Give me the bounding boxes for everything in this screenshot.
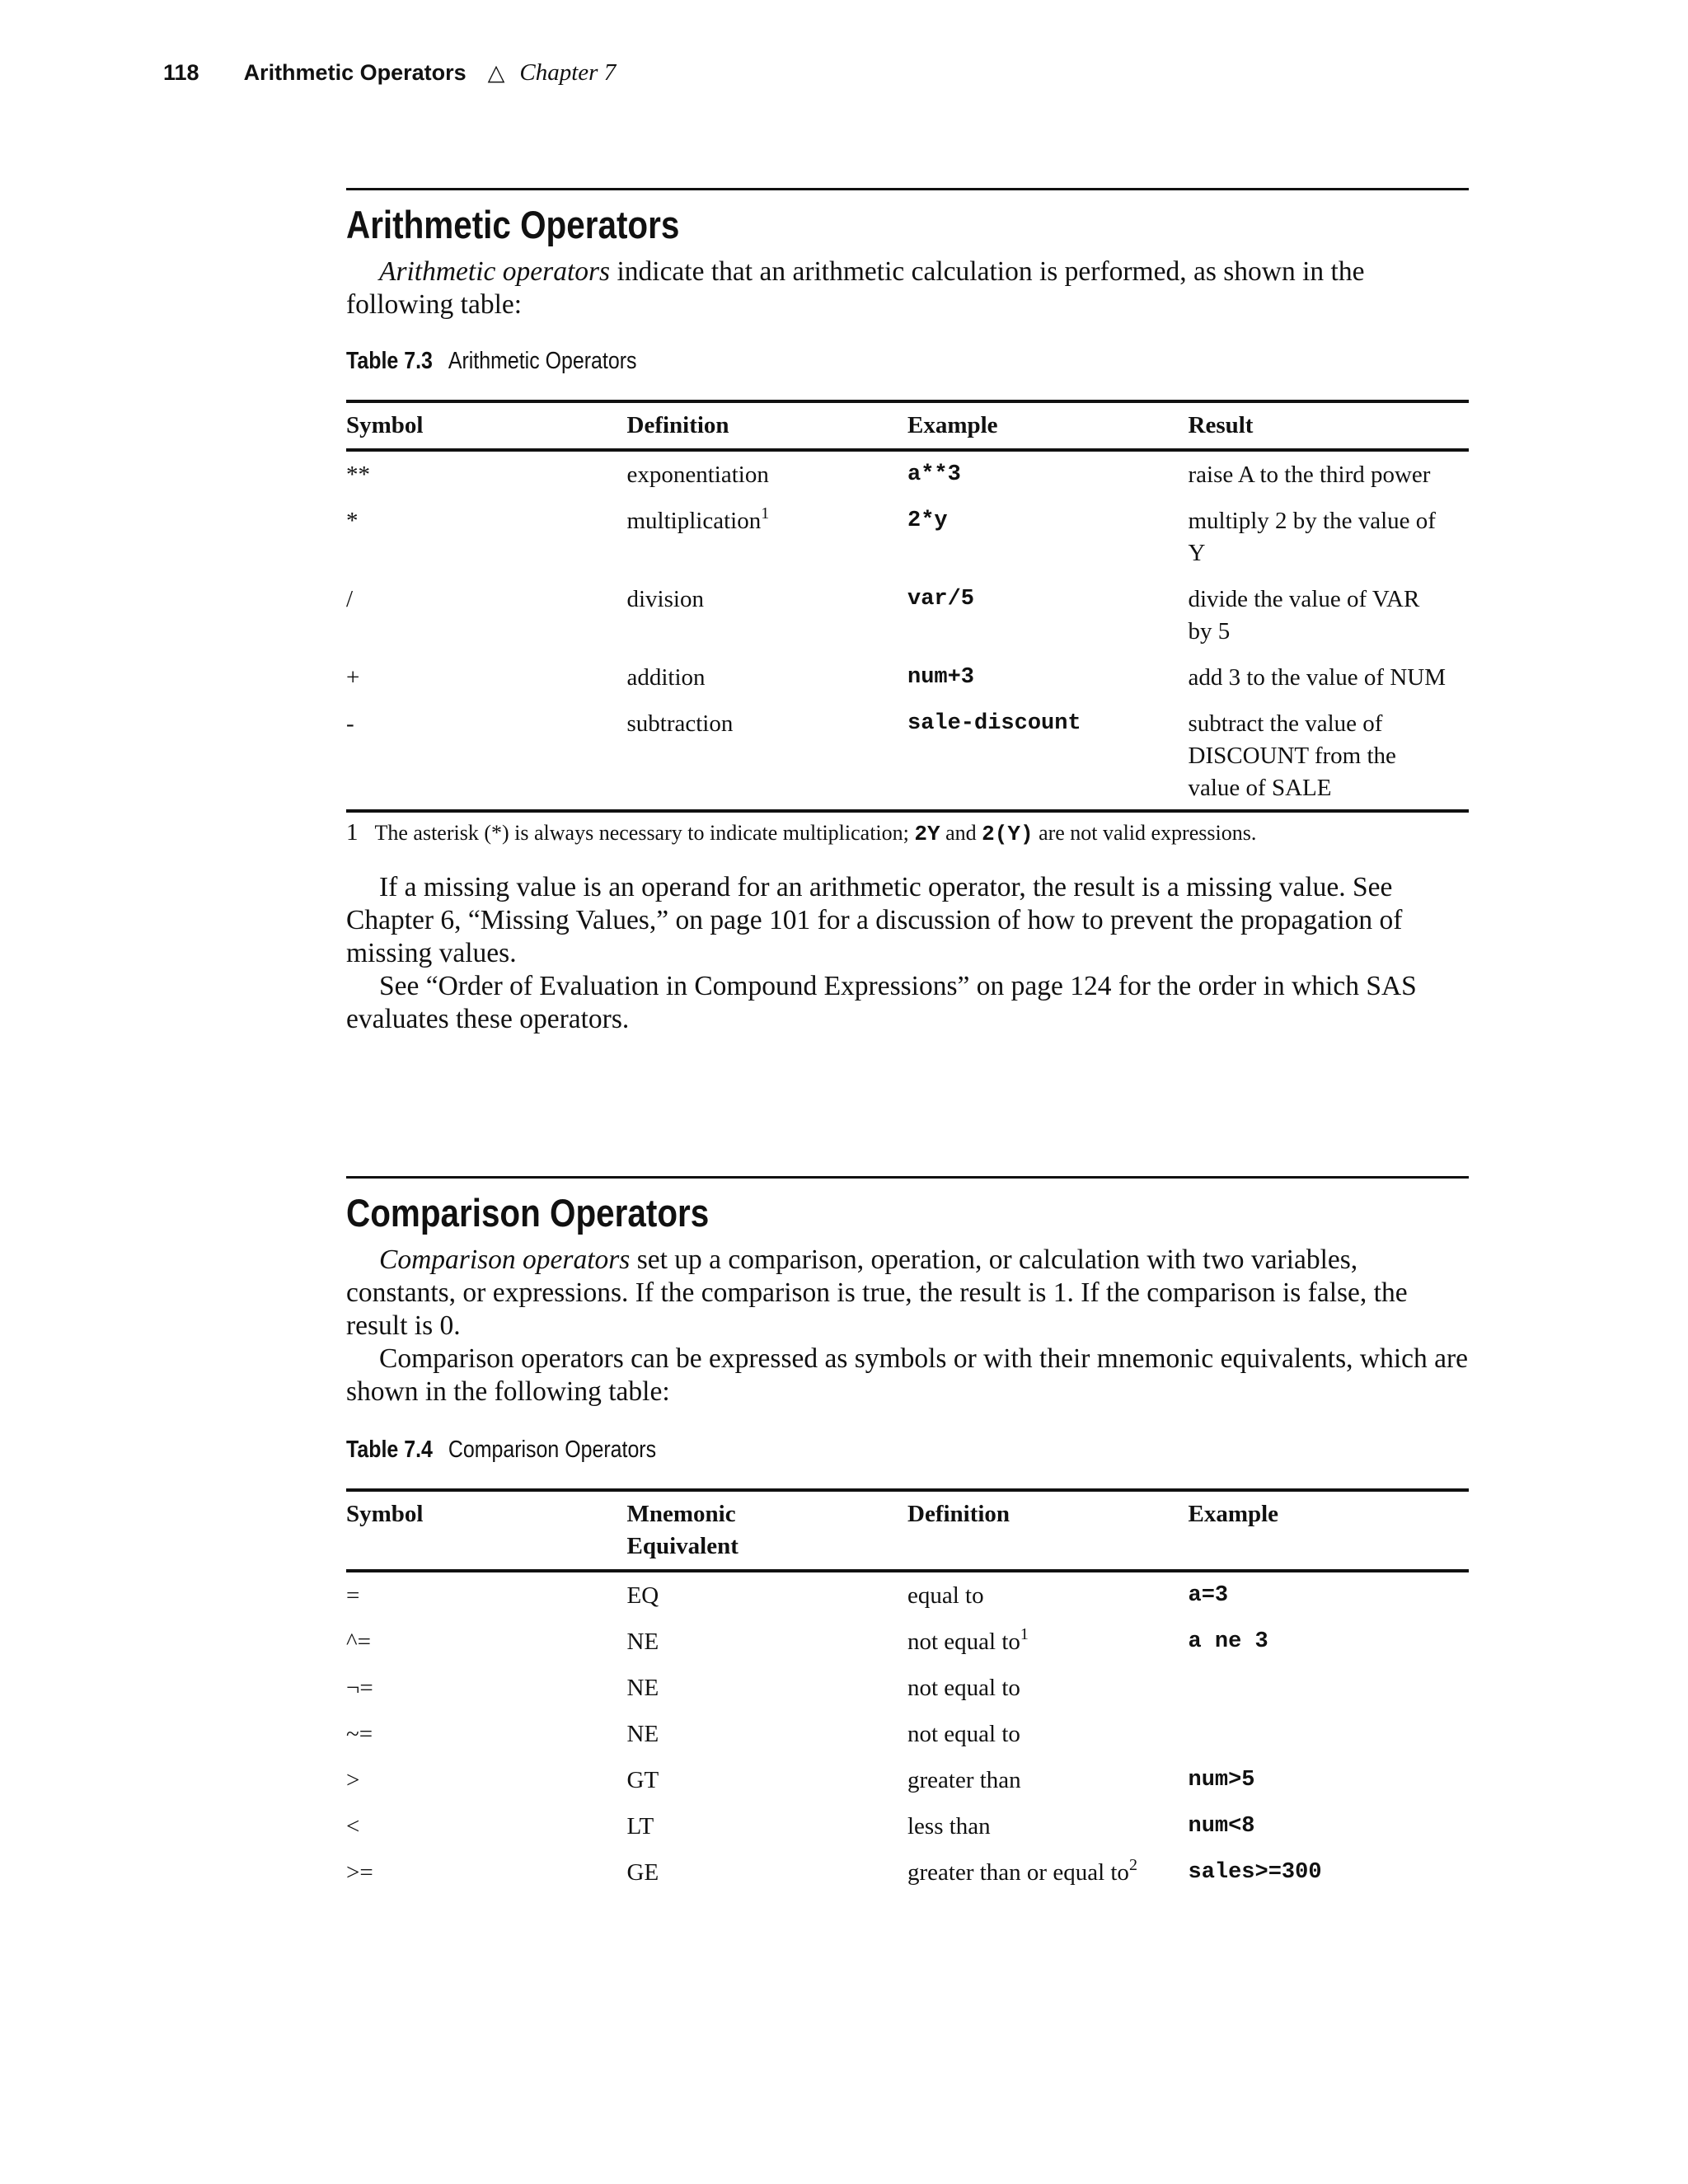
symbol-cell: ** (346, 462, 370, 488)
table-caption (346, 1436, 1311, 1464)
column-header: Example (907, 412, 998, 438)
definition-text: less than (907, 1813, 991, 1840)
example-cell: sale-discount (907, 711, 1081, 736)
table-row (346, 1750, 1469, 1797)
mnemonic-cell: EQ (626, 1582, 659, 1609)
example-cell: a ne 3 (1188, 1629, 1268, 1654)
symbol-cell: + (346, 664, 360, 691)
result-cell (1189, 491, 1470, 569)
result-cell (1189, 694, 1470, 811)
example-cell: var/5 (907, 587, 975, 612)
column-header (627, 1490, 908, 1571)
symbol-cell: - (346, 710, 354, 737)
table-title: Comparison Operators (448, 1436, 657, 1463)
table-row (346, 450, 1469, 491)
definition-text: division (626, 586, 704, 612)
definition-text: not equal to (907, 1675, 1020, 1701)
symbol-cell: * (346, 508, 359, 534)
arithmetic-table (346, 400, 1469, 813)
table-title: Arithmetic Operators (448, 348, 637, 374)
table-row (346, 1797, 1469, 1843)
intro-paragraph (346, 255, 1469, 321)
section-title: Arithmetic Operators (346, 203, 680, 246)
intro-text: indicate that an arithmetic calculation is performed, as shown in the following table: (346, 256, 1365, 320)
definition-text: addition (626, 664, 706, 691)
example-cell: num+3 (907, 665, 975, 690)
symbol-cell: / (346, 586, 354, 612)
table-number: Table 7.3 (346, 348, 433, 374)
intro-text: set up a comparison, operation, or calculation with two variables, constants, or expressions. If the comparison is true, the result is 1. If the comparison is false, the result is 0. (346, 1244, 1408, 1341)
column-header-text: Mnemonic Equivalent (626, 1501, 738, 1559)
definition-cell (907, 1843, 1189, 1889)
table-row (346, 1658, 1469, 1704)
missing-values-paragraph: If a missing value is an operand for an arithmetic operator, the result is a missing value. See Chapter 6, “Missing Values,” on page 101 for a discussion of how to prevent the propagation of missing values. (346, 872, 1403, 968)
example-cell: a=3 (1188, 1583, 1229, 1608)
definition-cell (627, 569, 908, 648)
symbol-cell: < (346, 1813, 360, 1840)
definition-cell (627, 648, 908, 694)
table-row (346, 648, 1469, 694)
table-caption (346, 348, 1311, 375)
table-number: Table 7.4 (346, 1436, 433, 1463)
symbol-cell: ^= (346, 1629, 371, 1655)
page-number: 118 (163, 60, 199, 85)
mnemonic-cell: NE (626, 1721, 659, 1747)
definition-cell (907, 1797, 1189, 1843)
footnote-text: and (940, 821, 982, 845)
symbol-cell: = (346, 1582, 360, 1609)
definition-text: exponentiation (626, 462, 769, 488)
table-row (346, 1571, 1469, 1612)
footnote-text: The asterisk (*) is always necessary to indicate multiplication; (374, 821, 915, 845)
mnemonic-cell: NE (626, 1629, 659, 1655)
footnote-code: 2Y (914, 822, 940, 846)
column-header: Example (1188, 1501, 1279, 1527)
result-text: raise A to the third power (1188, 462, 1431, 488)
mnemonic-cell: LT (626, 1813, 654, 1840)
definition-cell (627, 491, 908, 569)
comparison-section (346, 1176, 1469, 1889)
mnemonic-paragraph: Comparison operators can be expressed as symbols or with their mnemonic equivalents, which are shown in the following table: (346, 1343, 1469, 1407)
definition-cell (627, 450, 908, 491)
result-text: divide the value of VAR by 5 (1188, 586, 1420, 644)
definition-cell (907, 1571, 1189, 1612)
result-cell (1189, 450, 1470, 491)
column-header: Definition (626, 412, 729, 438)
result-cell (1189, 648, 1470, 694)
section-title: Comparison Operators (346, 1191, 710, 1235)
definition-text: equal to (907, 1582, 984, 1609)
definition-words: greater than or equal to (907, 1859, 1129, 1886)
definition-cell (907, 1612, 1189, 1658)
symbol-cell: ~= (346, 1721, 373, 1747)
intro-term: Comparison operators (379, 1244, 631, 1275)
running-head (163, 59, 616, 87)
table-row (346, 1612, 1469, 1658)
intro-paragraph (346, 1244, 1469, 1343)
symbol-cell: > (346, 1767, 360, 1793)
column-header: Symbol (346, 412, 424, 438)
definition-text: multiplication (626, 508, 762, 534)
example-cell: a**3 (907, 462, 961, 487)
definition-text: not equal to (907, 1629, 1020, 1655)
column-header: Result (1188, 412, 1254, 438)
result-text: subtract the value of DISCOUNT from the value of SALE (1188, 710, 1396, 801)
running-head-section: Arithmetic Operators (243, 60, 467, 85)
table-header-row (346, 401, 1469, 450)
definition-text: not equal to (907, 1721, 1020, 1747)
definition-text: greater than (907, 1767, 1021, 1793)
mnemonic-cell: GT (626, 1767, 659, 1793)
footnote-number: 1 (346, 819, 359, 846)
result-text: multiply 2 by the value of Y (1188, 508, 1436, 566)
symbol-cell: >= (346, 1859, 373, 1886)
section-rule (346, 188, 1469, 190)
example-cell (1189, 1704, 1470, 1750)
definition-cell (907, 1750, 1189, 1797)
table-header-row (346, 1490, 1469, 1571)
triangle-icon: △ (487, 60, 505, 85)
footnote-code: 2(Y) (982, 822, 1034, 846)
mnemonic-cell: GE (626, 1859, 659, 1886)
table-row (346, 491, 1469, 569)
intro-term: Arithmetic operators (379, 256, 611, 287)
table-row (346, 694, 1469, 811)
column-header: Symbol (346, 1501, 424, 1527)
table-row (346, 1843, 1469, 1889)
order-paragraph: See “Order of Evaluation in Compound Expressions” on page 124 for the order in which SAS evaluates these operators. (346, 971, 1417, 1034)
example-cell (1189, 1658, 1470, 1704)
definition-cell (627, 694, 908, 811)
example-cell: num<8 (1188, 1814, 1255, 1839)
definition-cell (907, 1704, 1189, 1750)
table-footnote (346, 813, 1469, 846)
section-rule (346, 1176, 1469, 1179)
table-row (346, 1704, 1469, 1750)
result-cell (1189, 569, 1470, 648)
footnote-marker: 2 (1128, 1856, 1137, 1874)
footnote-marker: 1 (761, 504, 770, 523)
running-head-chapter: Chapter 7 (519, 59, 617, 86)
example-cell: 2*y (907, 509, 948, 533)
table-row (346, 569, 1469, 648)
mnemonic-cell: NE (626, 1675, 659, 1701)
definition-cell (907, 1658, 1189, 1704)
footnote-text: are not valid expressions. (1033, 821, 1257, 845)
definition-text: subtraction (626, 710, 734, 737)
definition-text (907, 1857, 1189, 1889)
result-text: add 3 to the value of NUM (1188, 664, 1446, 691)
example-cell: sales>=300 (1188, 1860, 1322, 1885)
column-header: Definition (907, 1501, 1010, 1527)
footnote-marker: 1 (1020, 1625, 1029, 1643)
arithmetic-section (346, 188, 1469, 1036)
example-cell: num>5 (1188, 1768, 1255, 1793)
comparison-table (346, 1488, 1469, 1889)
symbol-cell: ¬= (346, 1675, 373, 1701)
